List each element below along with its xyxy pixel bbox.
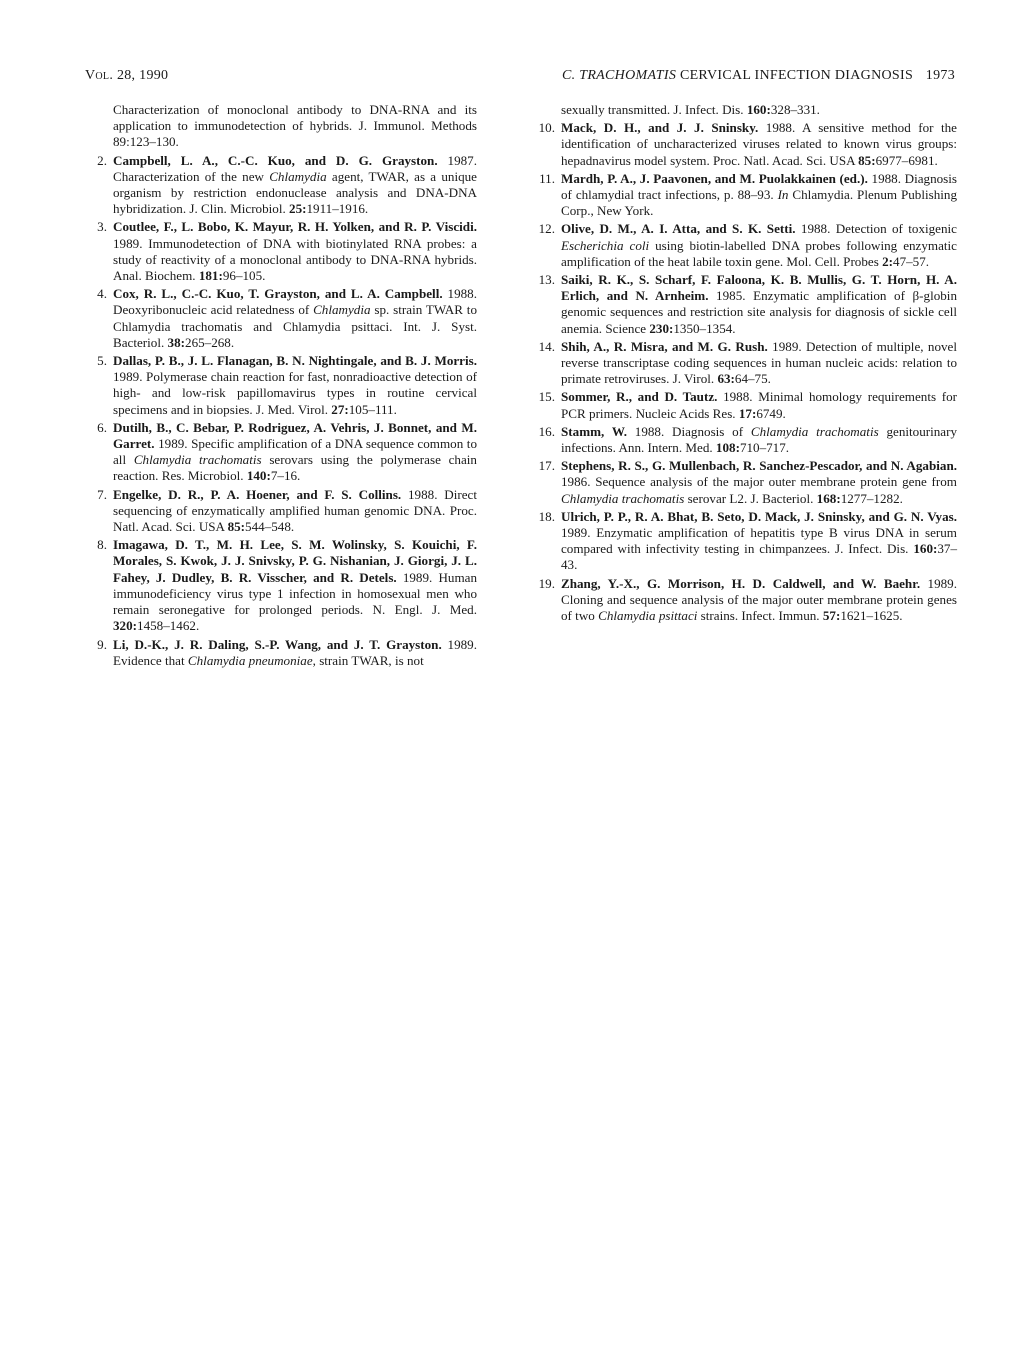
reference-9-continuation: sexually transmitted. J. Infect. Dis. 160:328–331. [561,102,820,117]
reference-6: 6. Dutilh, B., C. Bebar, P. Rodriguez, A. Vehris, J. Bonnet, and M. Garret. 1989. Specific amplification of a DNA sequence common to all Chlamydia trachomatis serovars using the polymerase chain reaction. Res. Microbiol. 140:7–16. [97,419,477,484]
reference-14: 14. Shih, A., R. Misra, and M. G. Rush. 1989. Detection of multiple, novel reverse transcriptase coding sequences in human nucleic acids: relation to primate retroviruses. J. Virol. 63:64–75. [538,338,958,387]
running-title-species: C. TRACHOMATIS [562,68,677,83]
reference-19: 19. Zhang, Y.-X., G. Morrison, H. D. Caldwell, and W. Baehr. 1989. Cloning and sequence analysis of the major outer membrane protein genes of two Chlamydia psittaci strains. Infect. Immun. 57:1621–1625. [538,575,957,624]
reference-13: 13. Saiki, R. K., S. Scharf, F. Faloona, K. B. Mullis, G. T. Horn, H. A. Erlich, and N. Arnheim. 1985. Enzymatic amplification of β-globin genomic sequences and restriction site analysis for diagnosis of sickle cell anemia. Science 230:1350–1354. [538,272,957,336]
running-title-rest: CERVICAL INFECTION DIAGNOSIS [676,68,914,83]
journal-volume: Vol. 28, 1990 [85,68,169,83]
reference-5: 5. Dallas, P. B., J. L. Flanagan, B. N. Nightingale, and B. J. Morris. 1989. Polymerase chain reaction for fast, nonradioactive detection of high- and low-risk papillomavirus types in routine cervical specimens and in biopsies. J. Med. Virol. 27:105–111. [97,353,477,417]
reference-11: 11. Mardh, P. A., J. Paavonen, and M. Puolakkainen (ed.). 1988. Diagnosis of chlamydial tract infections, p. 88–93. In Chlamydia. Plenum Publishing Corp., New York. [539,170,957,219]
reference-18: 18. Ulrich, P. P., R. A. Bhat, B. Seto, D. Mack, J. Sninsky, and G. N. Vyas. 1989. Enzymatic amplification of hepatitis type B virus DNA in serum compared with infectivity testing in chimpanzees. J. Infect. Dis. 160:37–43. [538,508,957,573]
reference-15: 15. Sommer, R., and D. Tautz. 1988. Minimal homology requirements for PCR primers. Nucleic Acids Res. 17:6749. [538,389,958,421]
reference-4: 4. Cox, R. L., C.-C. Kuo, T. Grayston, and L. A. Campbell. 1988. Deoxyribonucleic acid relatedness of Chlamydia sp. strain TWAR to Chlamydia trachomatis and Chlamydia psittaci. Int. J. Syst. Bacteriol. 38:265–268. [97,286,477,350]
running-header [85,68,955,90]
reference-10: 10. Mack, D. H., and J. J. Sninsky. 1988. A sensitive method for the identification of uncharacterized viruses related to known virus groups: hepadnavirus model system. Proc. Natl. Acad. Sci. USA 85:6977–6981. [538,120,957,168]
reference-8: 8. Imagawa, D. T., M. H. Lee, S. M. Wolinsky, S. Kouichi, F. Morales, S. Kwok, J. J. Snivsky, P. G. Nishanian, J. Giorgi, J. L. Fahey, J. Dudley, B. R. Visscher, and R. Detels. 1989. Human immunodeficiency virus type 1 infection in homosexual men who remain seronegative for prolonged periods. N. Engl. J. Med. 320:1458–1462. [97,537,477,634]
reference-3: 3. Coutlee, F., L. Bobo, K. Mayur, R. H. Yolken, and R. P. Viscidi. 1989. Immunodetection of DNA with biotinylated RNA probes: a study of reactivity of a monoclonal antibody to DNA-RNA hybrids. Anal. Biochem. 181:96–105. [97,219,477,284]
reference-continuation: Characterization of monoclonal antibody to DNA-RNA and its application to immunodetection of hybrids. J. Immunol. Methods 89:123–130. [113,102,477,150]
reference-2: 2. Campbell, L. A., C.-C. Kuo, and D. G. Grayston. 1987. Characterization of the new Chlamydia agent, TWAR, as a unique organism by restriction endonuclease analysis and DNA-DNA hybridization. J. Clin. Microbiol. 25:1911–1916. [97,152,477,217]
reference-17: 17. Stephens, R. S., G. Mullenbach, R. Sanchez-Pescador, and N. Agabian. 1986. Sequence analysis of the major outer membrane protein gene from Chlamydia trachomatis serovar L2. J. Bacteriol. 168:1277–1282. [538,458,957,506]
reference-12: 12. Olive, D. M., A. I. Atta, and S. K. Setti. 1988. Detection of toxigenic Escherichia coli using biotin-labelled DNA probes following enzymatic amplification of the heat labile toxin gene. Mol. Cell. Probes 2:47–57. [538,221,957,269]
right-column [533,102,957,626]
running-title [562,68,913,84]
left-column [85,102,477,671]
reference-7: 7. Engelke, D. R., P. A. Hoener, and F. S. Collins. 1988. Direct sequencing of enzymatically amplified human genomic DNA. Proc. Natl. Acad. Sci. USA 85:544–548. [97,486,477,535]
page-number: 1973 [925,68,955,83]
reference-16: 16. Stamm, W. 1988. Diagnosis of Chlamydia trachomatis genitourinary infections. Ann. Intern. Med. 108:710–717. [538,423,958,456]
reference-9: 9. Li, D.-K., J. R. Daling, S.-P. Wang, and J. T. Grayston. 1989. Evidence that Chlamydia pneumoniae, strain TWAR, is not [97,636,477,668]
